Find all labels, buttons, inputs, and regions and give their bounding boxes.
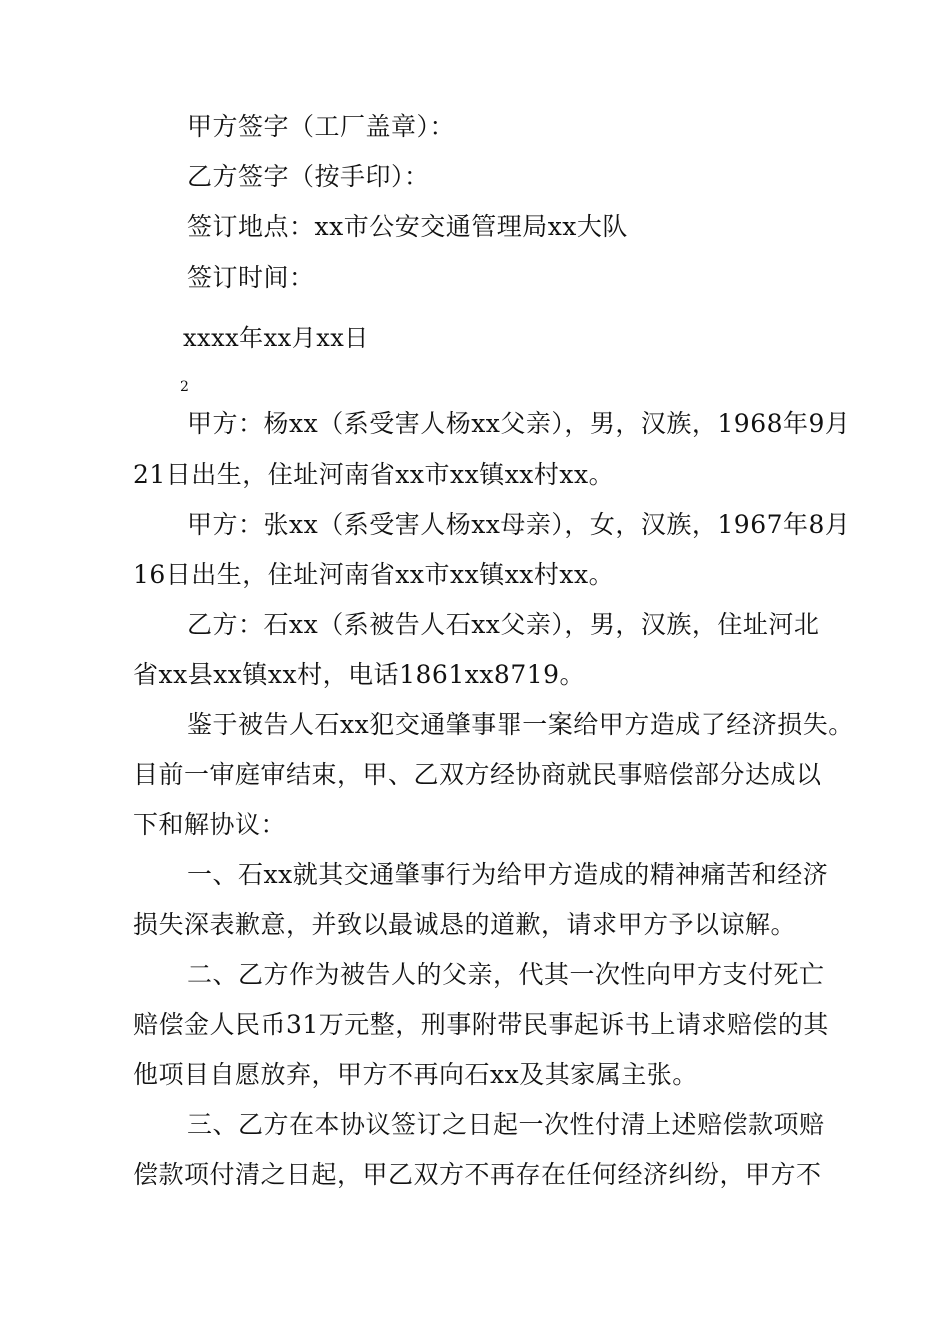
clause-2-line-1: 二、乙方作为被告人的父亲，代其一次性向甲方支付死亡 bbox=[187, 960, 825, 989]
clause-2-line-2: 赔偿金人民币31万元整，刑事附带民事起诉书上请求赔偿的其 bbox=[133, 1010, 829, 1039]
party-a-mother-line-2: 16日出生，住址河南省xx市xx镇xx村xx。 bbox=[133, 560, 615, 589]
party-b-signature-line: 乙方签字（按手印）： bbox=[187, 162, 430, 191]
clause-1-line-1: 一、石xx就其交通肇事行为给甲方造成的精神痛苦和经济 bbox=[187, 860, 829, 889]
signing-time-label: 签订时间： bbox=[187, 263, 315, 292]
clause-1-line-2: 损失深表歉意，并致以最诚恳的道歉，请求甲方予以谅解。 bbox=[133, 910, 797, 939]
clause-2-line-3: 他项目自愿放弃，甲方不再向石xx及其家属主张。 bbox=[133, 1060, 698, 1089]
party-a-signature-line: 甲方签字（工厂盖章）： bbox=[187, 112, 456, 141]
signing-date: xxxx年xx月xx日 bbox=[183, 324, 369, 352]
preamble-line-2: 目前一审庭审结束，甲、乙双方经协商就民事赔偿部分达成以 bbox=[133, 760, 822, 789]
clause-3-line-1: 三、乙方在本协议签订之日起一次性付清上述赔偿款项赔 bbox=[187, 1110, 825, 1139]
preamble-line-1: 鉴于被告人石xx犯交通肇事罪一案给甲方造成了经济损失。 bbox=[187, 710, 854, 739]
party-a-father-line-1: 甲方：杨xx（系受害人杨xx父亲），男，汉族，1968年9月 bbox=[187, 409, 851, 438]
party-b-line-1: 乙方：石xx（系被告人石xx父亲），男，汉族，住址河北 bbox=[187, 610, 820, 639]
party-a-father-line-2: 21日出生，住址河南省xx市xx镇xx村xx。 bbox=[133, 460, 615, 489]
page-number: 2 bbox=[180, 379, 189, 395]
party-a-mother-line-1: 甲方：张xx（系受害人杨xx母亲），女，汉族，1967年8月 bbox=[187, 510, 851, 539]
party-b-line-2: 省xx县xx镇xx村，电话1861xx8719。 bbox=[133, 660, 586, 689]
signing-place-line: 签订地点：xx市公安交通管理局xx大队 bbox=[187, 212, 628, 241]
clause-3-line-2: 偿款项付清之日起，甲乙双方不再存在任何经济纠纷，甲方不 bbox=[133, 1160, 822, 1189]
preamble-line-3: 下和解协议： bbox=[133, 810, 287, 839]
